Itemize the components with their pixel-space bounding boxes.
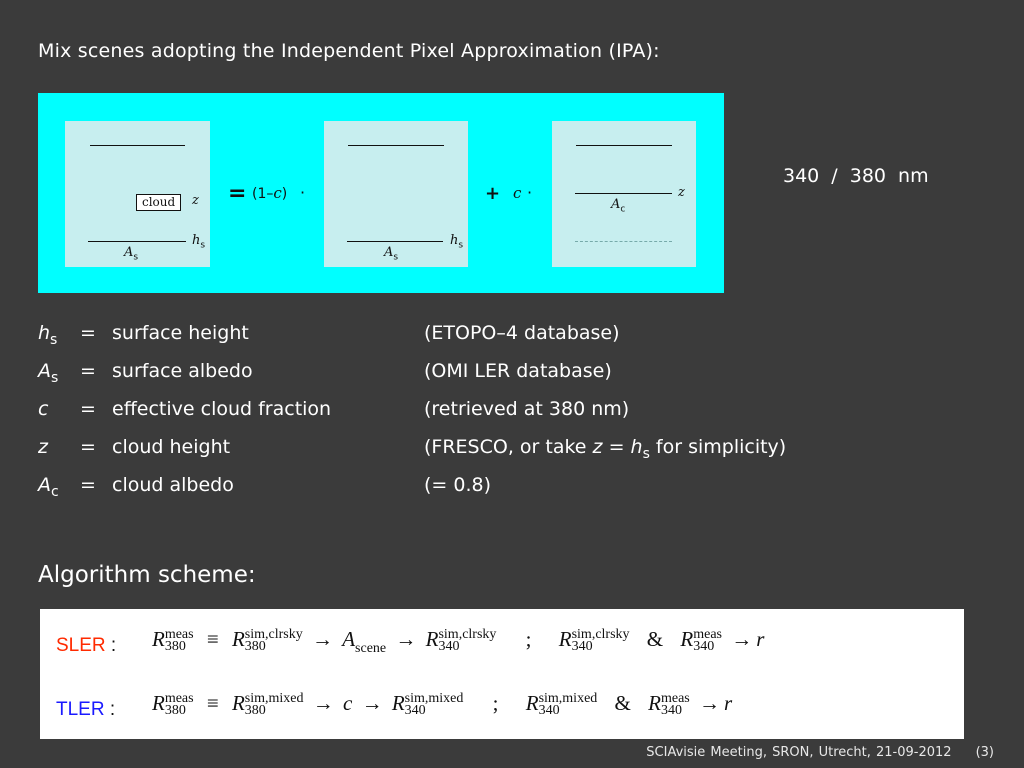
definition-row [38,398,938,436]
sler-label: SLER [56,635,106,656]
source-note: (retrieved at 380 nm) [424,398,630,420]
toa-line [348,145,444,146]
hs-label: $h_s$ [192,233,206,251]
z-label: z [678,185,685,200]
toa-line [90,145,185,146]
source-note: (ETOPO–4 database) [424,322,620,344]
footer-text: SCIAvisie Meeting, SRON, Utrecht, 21-09-2012 [646,745,952,760]
definition-row [38,360,938,398]
description: cloud height [112,436,231,458]
multiply-dot: · [527,183,533,202]
algorithm-heading: Algorithm scheme: [38,562,256,588]
equals-sign: = [228,181,247,206]
symbol: c [38,398,49,420]
algorithm-scheme-panel [40,609,964,739]
source-note: (FRESCO, or take $z = h_s$ for simplicity) [424,436,787,462]
source-note: (= 0.8) [424,474,492,496]
plus-sign: + [485,183,501,204]
one-minus-c-term: (1–c) [252,184,288,202]
definition-row [38,474,938,512]
tler-label: TLER [56,699,105,720]
sler-label-group: SLER : [56,635,117,656]
ipa-diagram [38,93,724,293]
description: surface albedo [112,360,253,382]
equals: = [80,398,96,420]
symbol: $A_s$ [38,360,59,386]
mixed-scene-box [65,121,210,267]
description: surface height [112,322,249,344]
Ac-label: $A_c$ [611,197,626,215]
symbol: $h_s$ [38,322,58,348]
c-factor: c [513,184,522,202]
equals: = [80,436,96,458]
equals: = [80,360,96,382]
symbol: $A_c$ [38,474,59,500]
As-label: $A_s$ [384,245,399,263]
symbol: z [38,436,48,458]
slide-footer [646,745,994,760]
toa-line [576,145,672,146]
page-number: (3) [975,745,994,760]
equals: = [80,474,96,496]
definition-row [38,322,938,360]
slide-heading: Mix scenes adopting the Independent Pixel Approximation (IPA): [38,40,660,62]
hs-label: $h_s$ [450,233,464,251]
clear-scene-box [324,121,468,267]
wavelengths: 340 / 380 nm [783,165,929,187]
description: cloud albedo [112,474,234,496]
As-label: $A_s$ [124,245,139,263]
tler-label-group: TLER : [56,699,116,720]
sler-equation: Rmeas 380 ≡ Rsim,clrsky 380 → Ascene → Rsim,clrsky 340 ; Rsim,clrsky 340 & Rmeas 340 → r [152,627,765,656]
surface-line [88,241,186,242]
cloud-top-line [575,193,672,194]
multiply-dot: · [300,183,306,202]
source-note: (OMI LER database) [424,360,612,382]
cloudy-scene-box [552,121,696,267]
surface-line [347,241,443,242]
tler-equation: Rmeas 380 ≡ Rsim,mixed 380 → c → Rsim,mixed 340 ; Rsim,mixed 340 & Rmeas 340 → r [152,691,733,719]
cloud-label: cloud [136,194,181,211]
hidden-surface-line [575,241,672,242]
description: effective cloud fraction [112,398,332,420]
definition-row [38,436,938,474]
z-label: z [192,193,199,208]
equals: = [80,322,96,344]
